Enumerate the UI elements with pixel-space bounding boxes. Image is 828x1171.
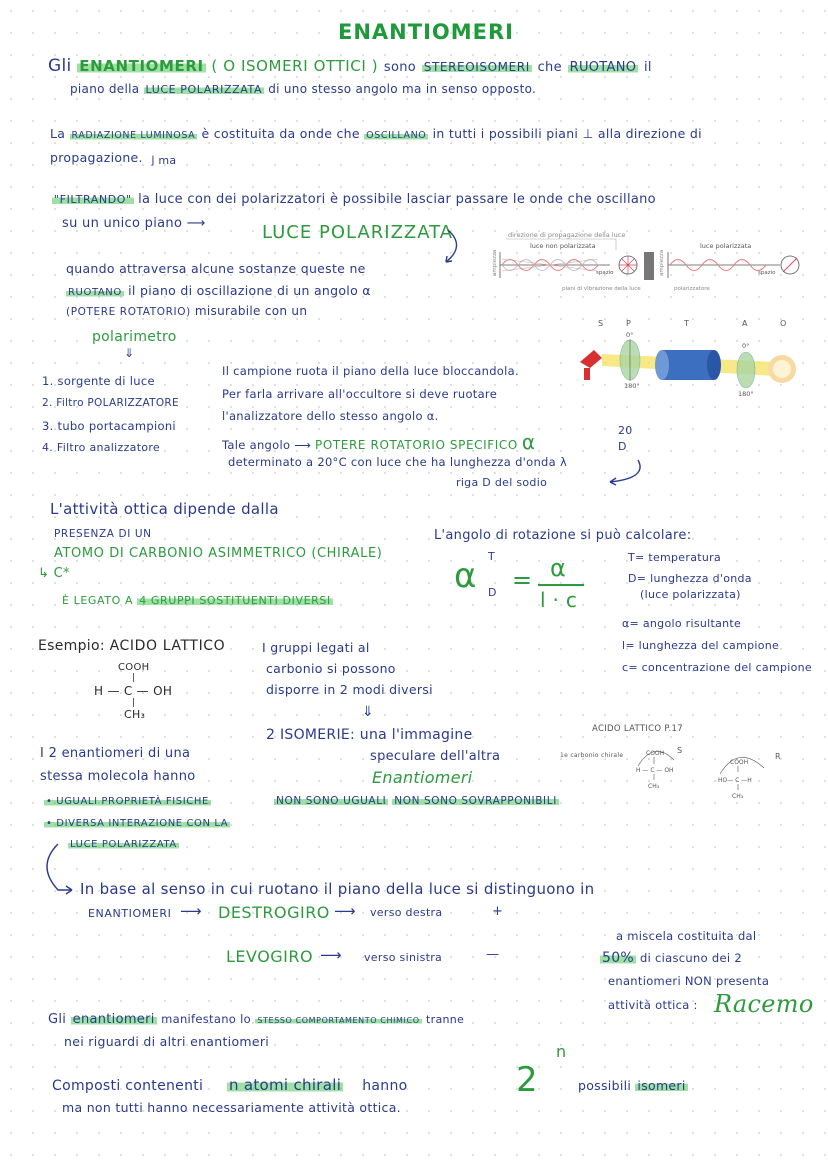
radiation-la: La [50,126,66,141]
example-name: ACIDO LATTICO [109,638,226,654]
behave-tranne: tranne [426,1013,465,1026]
final-possibili: possibili [578,1078,632,1093]
intro-line1 [48,56,652,76]
example-g3: disporre in 2 modi diversi [266,682,433,697]
lattic-small-note: 1e carbonio chirale [560,752,624,759]
lattic-small-r: R [775,752,781,761]
diagram1-space-left: spazio [596,270,614,276]
behave-enantiomeri: enantiomeri [72,1012,155,1027]
lattic-small-s: S [677,746,683,755]
props-l2: stessa molecola hanno [40,769,196,784]
rotate-line1: quando attraversa alcune sostanze queste ne [66,261,366,276]
diagram2-angle-br: 180° [738,390,754,398]
legend-t: T= temperatura [628,551,721,564]
example-g1: I gruppi legati al [262,640,370,655]
example-i45 [274,795,559,807]
rotate-piano: il piano di oscillazione di un angolo α [128,283,371,298]
final-l1 [52,1076,407,1094]
intro-piano: piano della [70,82,140,96]
formula-intro: L'angolo di rotazione si può calcolare: [434,528,692,543]
final-possibili-group [578,1078,688,1093]
component-4: 4. Filtro analizzatore [42,441,160,454]
sense-levogiro: LEVOGIRO [226,947,314,966]
final-l2: ma non tutti hanno necessariamente attività ottica. [62,1100,401,1115]
filter-unico: su un unico piano [62,216,183,231]
explain-alpha: α [521,430,536,454]
diagram2-label-p: P [626,319,631,328]
rotate-ruotano: RUOTANO [68,287,122,298]
example-line [38,638,225,654]
diagram1-bottom-right: polarizzatore [674,286,710,292]
formula-fraction-bar [538,584,584,586]
formula-den: l · c [540,588,578,612]
svg-text:CH₃: CH₃ [648,783,660,790]
diagram2-label-t: T [684,319,689,328]
diagram1-right-label: luce polarizzata [700,242,752,250]
intro-gli: Gli [48,56,72,76]
final-hanno: hanno [362,1078,408,1094]
explain-line3: l'analizzatore dello stesso angolo α. [222,409,439,423]
legend-alpha: α= angolo risultante [622,617,742,630]
final-sup-n: n [556,1042,567,1061]
curved-arrow-icon [604,458,646,490]
radiation-propagazione: propagazione. [50,150,143,165]
explain-line4: Tale angolo ⟶ POTERE ROTATORIO SPECIFICO α [222,430,536,454]
activity-cstar: ↳ C* [38,566,70,581]
rotate-line2 [66,283,371,298]
radiation-piani: in tutti i possibili piani ⊥ alla direzione di [432,126,702,141]
legend-d: D= lunghezza d'onda [628,572,752,585]
svg-text:CH₃: CH₃ [732,793,744,800]
racemo-l2 [600,950,742,966]
racemo-l1: a miscela costituita dal [616,929,757,943]
example-i1: 2 ISOMERIE: una l'immagine [266,727,473,743]
example-ch3: CH₃ [124,708,146,721]
legend-luce: (luce polarizzata) [640,588,741,601]
diagram1-axis-right: ampiezza [659,249,665,276]
intro-che: che [537,60,562,75]
activity-gruppi: 4 GRUPPI SOSTITUENTI DIVERSI [139,594,331,607]
page-title: ENANTIOMERI [338,20,514,44]
intro-stereoisomeri: STEREOISOMERI [423,60,530,74]
lattic-small-sketch [630,744,790,810]
explain-potere-specifico: POTERE ROTATORIO SPECIFICO [315,438,518,452]
props-b2: • DIVERSA INTERAZIONE CON LA [46,818,229,829]
diagram2-label-o: O [780,319,787,328]
example-g2: carbonio si possono [266,661,396,676]
racemo-word: Racemo [714,990,814,1018]
intro-line2 [70,82,536,96]
sense-destrogiro: DESTROGIRO [218,903,330,922]
intro-enantiomeri: ENANTIOMERI [79,57,204,75]
bracket-arrow-icon [36,842,86,898]
explain-line5: determinato a 20°C con luce che ha lunghezza d'onda λ [228,455,568,469]
explain-line2: Per farla arrivare all'occultore si deve ruotare [222,387,498,401]
props-b1: • UGUALI PROPRIETÀ FISICHE [46,796,209,807]
final-chirali: n atomi chirali [229,1076,342,1094]
explain-sup: 20 [618,424,633,437]
explain-sub: D [618,440,627,453]
curved-arrow-icon [440,228,470,268]
racemo-50: 50% [602,950,635,966]
polarimeter-diagram [576,312,806,400]
rotate-potere: (POTERE ROTATORIO) [66,306,191,318]
formula-t: T [488,550,496,563]
racemo-ciascuno: di ciascuno dei 2 [640,951,742,965]
diagram1-axis-left: ampiezza [492,249,498,276]
props-b3: LUCE POLARIZZATA [70,839,177,850]
behave-manifestano: manifestano lo [161,1012,251,1026]
filter-line1 [52,192,656,207]
example-i5: NON SONO SOVRAPPONIBILI [394,795,557,807]
diagram2-angle-tl: 0° [626,331,634,339]
radiation-luminosa: RADIAZIONE LUMINOSA [71,130,196,141]
racemo-l3: enantiomeri NON presenta [608,974,770,988]
behave-l1 [48,1012,464,1027]
component-1: 1. sorgente di luce [42,374,155,388]
final-isomeri: isomeri [637,1078,686,1093]
diagram1-top-label: direzione di propagazione della luce [508,231,626,239]
explain-line1: Il campione ruota il piano della luce bloccandola. [222,364,519,378]
filter-text: la luce con dei polarizzatori è possibile lasciar passare le onde che oscillano [138,192,656,207]
svg-text:HO— C —H: HO— C —H [718,777,752,784]
svg-text:COOH: COOH [730,759,749,766]
example-label: Esempio: [38,638,105,654]
final-two: 2 [516,1060,538,1100]
component-3: 3. tubo portacampioni [42,419,176,433]
racemo-l4: attività ottica : [608,998,698,1012]
sense-destra: verso destra [370,906,443,919]
diagram2-angle-tr: 0° [742,342,750,350]
explain-tale: Tale angolo [222,438,291,452]
formula-eq: = [512,566,533,594]
intro-sono: sono [383,60,417,75]
sense-minus: — [486,947,500,962]
radiation-line [50,126,702,141]
activity-line1: L'attività ottica dipende dalla [50,500,279,518]
explain-line6: riga D del sodio [456,476,548,489]
diagram2-label-s: S [598,319,604,328]
polarization-diagram [488,228,808,294]
activity-line5 [62,594,333,607]
activity-line2: PRESENZA DI UN [54,528,152,540]
sense-sinistra: verso sinistra [364,951,443,964]
intro-luce-polarizzata: LUCE POLARIZZATA [145,83,263,96]
diagram1-bottom-left: piani di vibrazione della luce [562,286,641,292]
diagram2-angle-bl: 180° [624,382,640,390]
component-2: 2. Filtro POLARIZZATORE [42,397,179,409]
diagram1-space-right: spazio [758,270,776,276]
radiation-ma: ⌋ ma [150,154,177,167]
radiation-costituita: è costituita da onde che [201,126,360,141]
final-composti: Composti contenenti [52,1078,204,1094]
sense-enantiomeri: ENANTIOMERI [88,907,172,920]
diagram1-left-label: luce non polarizzata [530,242,596,250]
sense-plus: + [492,904,504,919]
rotate-misurabile: misurabile con un [194,304,308,318]
intro-ruotano: RUOTANO [569,60,637,75]
formula-num: α [550,554,567,582]
svg-text:COOH: COOH [646,750,665,757]
svg-text:H — C — OH: H — C — OH [636,767,674,774]
behave-gli: Gli [48,1012,67,1027]
rotate-line3 [66,304,307,318]
behave-l2: nei riguardi di altri enantiomeri [64,1034,270,1049]
legend-l: l= lunghezza del campione [622,639,780,652]
filter-filtrando: "FILTRANDO" [54,193,132,206]
example-arrow: ⇓ [362,704,375,720]
intro-angolo: di uno stesso angolo ma in senso opposto. [268,82,537,96]
activity-atomo: ATOMO DI CARBONIO ASIMMETRICO (CHIRALE) [54,546,383,561]
intro-isomeri-ottici: ( O ISOMERI OTTICI ) [211,57,379,75]
example-cooh: COOH [118,662,150,673]
down-arrow-icon: ⇓ [124,346,135,360]
example-i4: NON SONO UGUALI [276,795,387,807]
example-i2: speculare dell'altra [370,749,501,764]
example-i3: Enantiomeri [372,768,473,787]
lattic-small-title: ACIDO LATTICO P.17 [592,724,683,734]
filter-line2: su un unico piano ⟶ [62,216,206,231]
formula-d: D [488,586,497,599]
props-l1: I 2 enantiomeri di una [40,746,191,761]
diagram2-label-a: A [742,319,748,328]
intro-il: il [644,60,652,75]
sense-l1: In base al senso in cui ruotano il piano della luce si distinguono in [80,880,595,898]
activity-legato: È LEGATO A [62,594,134,607]
radiation-oscillano: OSCILLANO [366,130,427,141]
filter-luce-polarizzata: LUCE POLARIZZATA [262,222,454,243]
legend-c: c= concentrazione del campione [622,661,812,674]
polarimetro-label: polarimetro [92,329,177,345]
formula-alpha: α [454,556,477,596]
behave-comportamento: STESSO COMPORTAMENTO CHIMICO [257,1016,420,1025]
example-formula-row: H — C — OH [94,684,173,698]
